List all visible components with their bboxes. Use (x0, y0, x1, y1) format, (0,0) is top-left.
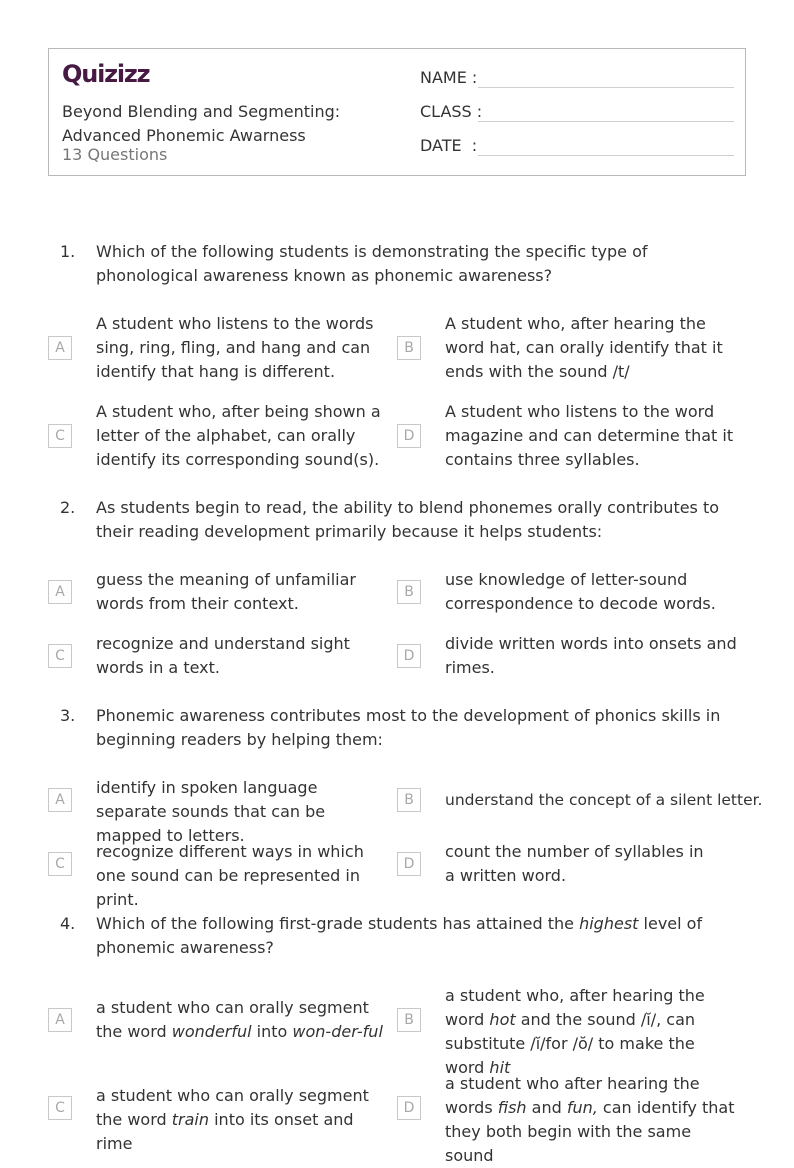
option-text: recognize and understand sight words in a text. (96, 634, 350, 677)
q4-option-c[interactable] (48, 1084, 398, 1153)
option-text: recognize different ways in which one sound can be represented in print. (96, 842, 364, 909)
question-text: Which of the following students is demonstrating the specific type of phonological awareness known as phonemic awareness? (96, 242, 648, 285)
option-letter: A (48, 1008, 72, 1032)
class-line[interactable] (478, 121, 734, 122)
option-text: a student who can orally segment the word wonderful into won-der-ful (96, 998, 383, 1041)
option-text: guess the meaning of unfamiliar words from their context. (96, 570, 356, 613)
option-text: A student who listens to the words sing, ring, fling, and hang and can identify that hang is different. (96, 314, 374, 381)
option-letter: A (48, 580, 72, 604)
option-text: a student who after hearing the words fish and fun, can identify that they both begin with the same sound (445, 1074, 735, 1165)
option-letter: A (48, 788, 72, 812)
option-text: count the number of syllables in a written word. (445, 842, 704, 885)
option-text: A student who, after being shown a letter of the alphabet, can orally identify its corresponding sound(s). (96, 402, 381, 469)
question-count: 13 Questions (62, 145, 168, 164)
option-letter: D (397, 852, 421, 876)
option-letter: B (397, 336, 421, 360)
option-text: A student who listens to the word magazine and can determine that it contains three syllables. (445, 402, 734, 469)
date-field[interactable] (420, 134, 738, 158)
question-text: Which of the following first-grade students has attained the highest level of phonemic awareness? (96, 914, 703, 957)
question-number: 4. (60, 914, 76, 933)
quizizz-logo (62, 59, 154, 89)
worksheet-header (48, 48, 746, 176)
option-letter: A (48, 336, 72, 360)
option-letter: D (397, 424, 421, 448)
class-field[interactable] (420, 100, 738, 124)
date-label: DATE : (420, 136, 478, 155)
option-text: a student who can orally segment the word train into its onset and rime (96, 1086, 369, 1153)
option-letter: D (397, 1096, 421, 1120)
option-text: a student who, after hearing the word hot and the sound /ĭ/, can substitute /ĭ/for /ŏ/ to make the word hit (445, 986, 705, 1077)
question-text: As students begin to read, the ability to blend phonemes orally contributes to their reading development primarily because it helps students: (96, 498, 720, 541)
option-text: A student who, after hearing the word hat, can orally identify that it ends with the sound /t/ (445, 314, 723, 381)
option-letter: C (48, 644, 72, 668)
question-number: 1. (60, 242, 76, 261)
option-letter: C (48, 852, 72, 876)
q4-option-d[interactable] (397, 1072, 747, 1165)
name-field[interactable] (420, 66, 738, 90)
name-label: NAME : (420, 68, 478, 87)
question-number: 2. (60, 498, 76, 517)
class-label: CLASS : (420, 102, 483, 121)
option-text: understand the concept of a silent letter. (445, 791, 763, 809)
quizizz-logo-text: Quizizz (62, 60, 150, 88)
option-text: identify in spoken language separate sounds that can be mapped to letters. (96, 778, 326, 845)
option-letter: C (48, 1096, 72, 1120)
option-text: use knowledge of letter-sound correspondence to decode words. (445, 570, 716, 613)
option-letter: B (397, 1008, 421, 1032)
date-line[interactable] (478, 155, 734, 156)
question-text: Phonemic awareness contributes most to the development of phonics skills in beginning readers by helping them: (96, 706, 721, 749)
option-letter: C (48, 424, 72, 448)
option-letter: B (397, 580, 421, 604)
option-text: divide written words into onsets and rimes. (445, 634, 737, 677)
worksheet-title: Beyond Blending and Segmenting: Advanced Phonemic Awarness (62, 102, 341, 145)
name-line[interactable] (478, 87, 734, 88)
option-letter: D (397, 644, 421, 668)
option-letter: B (397, 788, 421, 812)
question-number: 3. (60, 706, 76, 725)
